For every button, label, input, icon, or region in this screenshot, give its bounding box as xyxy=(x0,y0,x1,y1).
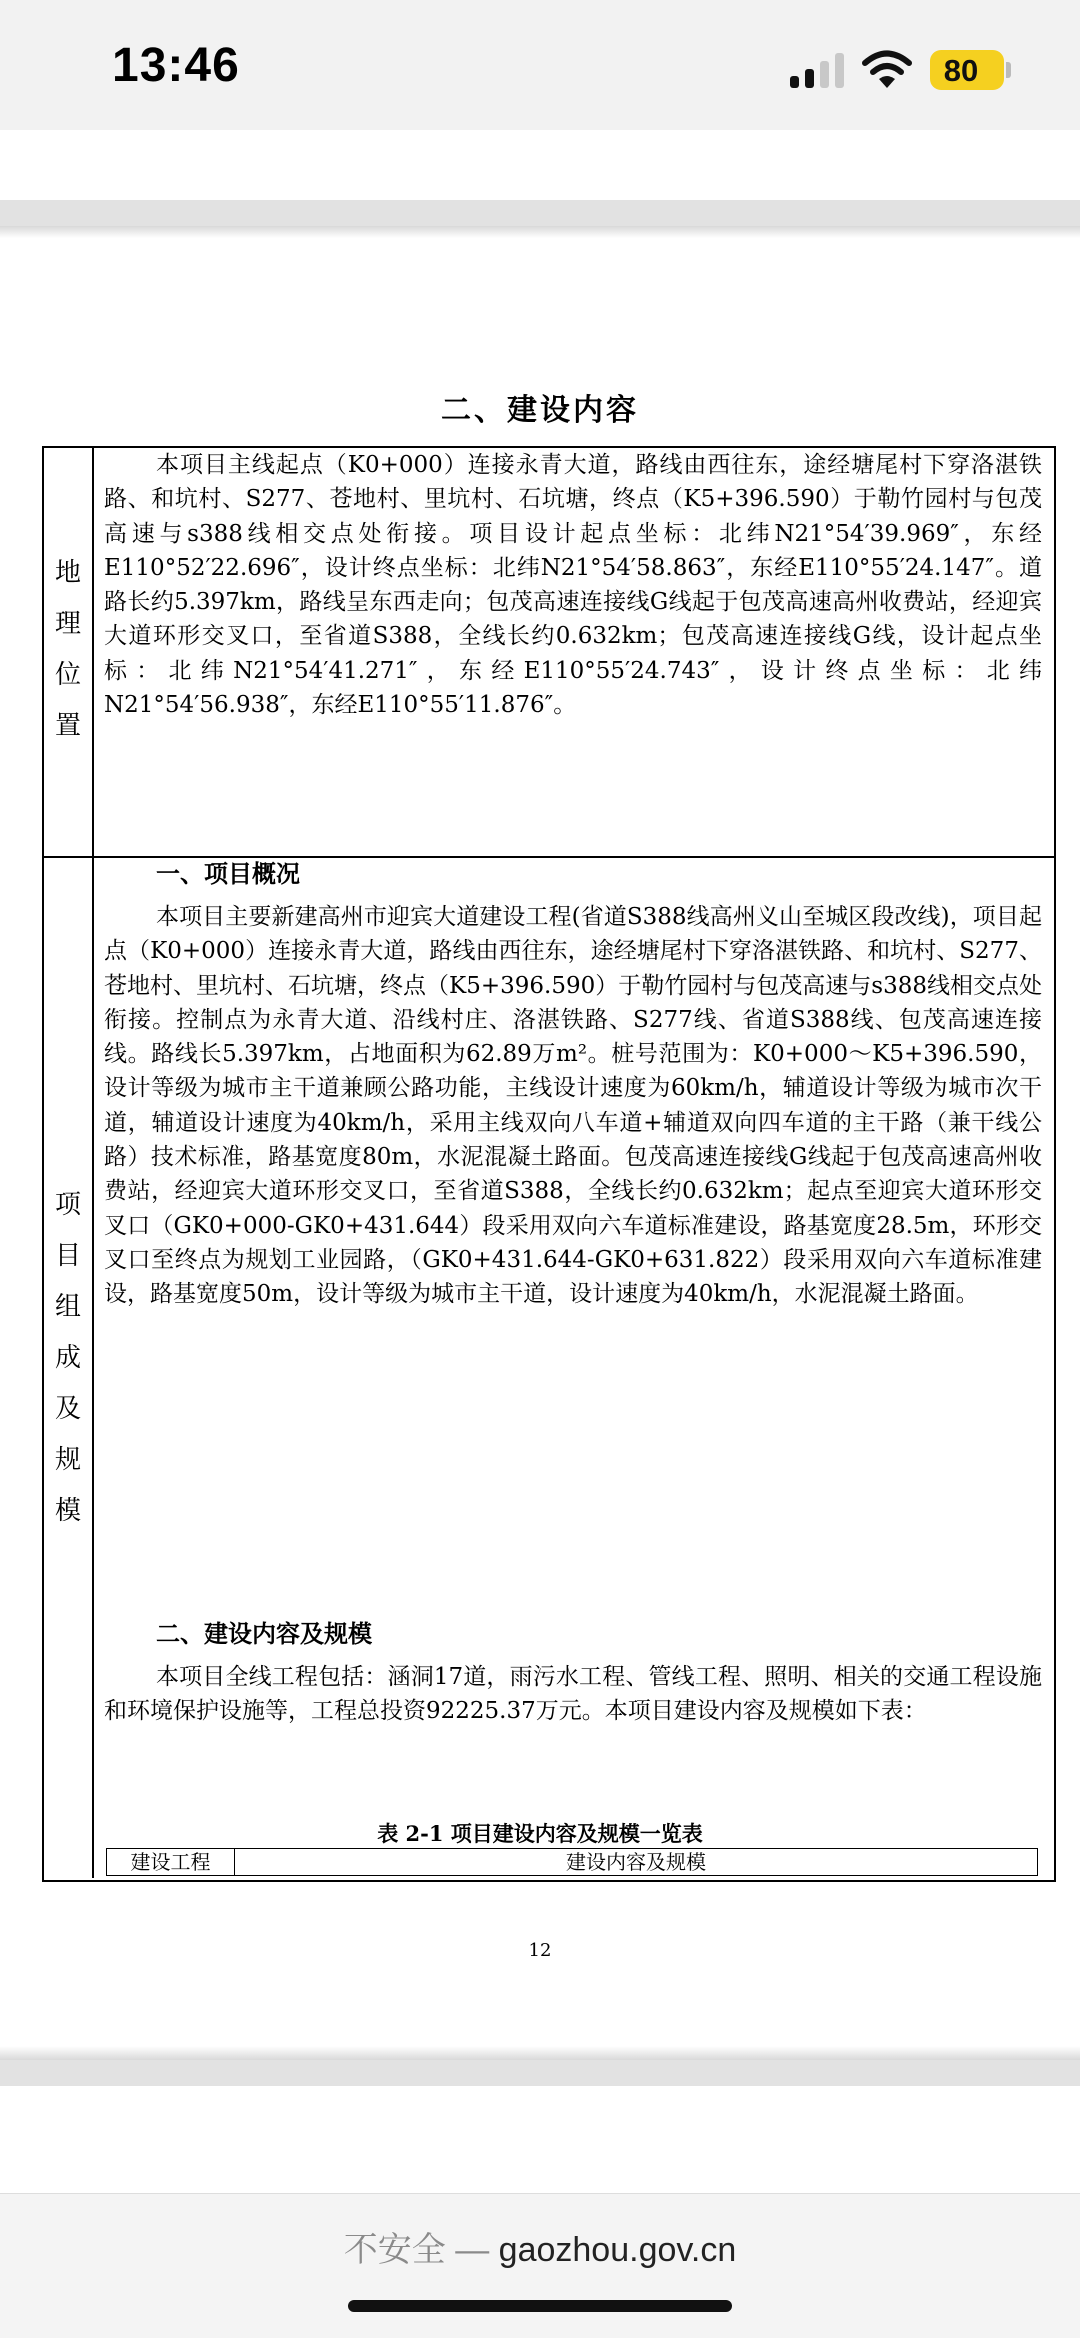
section-title: 二、建设内容 xyxy=(441,393,639,428)
heading-overview: 一、项目概况 xyxy=(156,859,300,888)
page-number: 12 xyxy=(528,1940,552,1961)
url-domain: gaozhou.gov.cn xyxy=(498,2231,737,2269)
row-label-char: 成 xyxy=(54,1343,81,1373)
status-bar xyxy=(0,0,1080,130)
cellular-signal-icon xyxy=(790,52,846,88)
row-label-char: 模 xyxy=(54,1496,81,1526)
address-bar[interactable] xyxy=(0,2222,1080,2271)
scope-paragraph: 本项目全线工程包括：涵洞17道，雨污水工程、管线工程、照明、相关的交通工程设施和环境保护设施等，工程总投资92225.37万元。本项目建设内容及规模如下表： xyxy=(104,1664,1042,1725)
page-gap-top xyxy=(0,200,1080,226)
wifi-icon xyxy=(862,48,912,90)
heading-scope: 二、建设内容及规模 xyxy=(156,1619,372,1648)
row-label-char: 理 xyxy=(54,609,81,639)
row-label-char: 位 xyxy=(54,660,81,690)
row-label-char: 组 xyxy=(54,1292,81,1322)
insecure-label: 不安全 — xyxy=(343,2231,490,2269)
table-header-cell: 建设内容及规模 xyxy=(566,1850,706,1874)
row-label-char: 及 xyxy=(54,1394,81,1424)
row-label-location xyxy=(44,548,92,752)
battery-icon xyxy=(930,50,1004,90)
table-header-row xyxy=(106,1848,1038,1876)
status-time: 13:46 xyxy=(112,39,240,92)
row-label-char: 规 xyxy=(54,1445,81,1475)
location-paragraph: 本项目主线起点（K0+000）连接永青大道，路线由西往东，途经塘尾村下穿洛湛铁路、和坑村、S277、苍地村、里坑村、石坑塘，终点（K5+396.590）于勒竹园村与包茂高速与s388线相交点处衔接。项目设计起点坐标：北纬N21°54′39.969″，东经E110°52′22.696″，设计终点坐标：北纬N21°54′58.863″，东经E110°55′24.147″。道路长约5.397km，路线呈东西走向；包茂高速连接线G线起于包茂高速高州收费站，经迎宾大道环形交叉口，至省道S388，全线长约0.632km；包茂高速连接线G线，设计起点坐标：北纬N21°54′41.271″，东经E110°55′24.743″，设计终点坐标：北纬N21°54′56.938″，东经E110°55′11.876″。 xyxy=(104,452,1042,719)
row-label-char: 目 xyxy=(54,1241,81,1271)
row-label-char: 置 xyxy=(54,711,81,741)
row-label-char: 项 xyxy=(54,1190,81,1220)
page-shadow-top xyxy=(0,226,1080,238)
battery-level: 80 xyxy=(943,53,979,88)
overview-paragraph: 本项目主要新建高州市迎宾大道建设工程(省道S388线高州义山至城区段改线)，项目起点（K0+000）连接永青大道，路线由西往东，途经塘尾村下穿洛湛铁路、和坑村、S277、苍地村、里坑村、石坑塘，终点（K5+396.590）于勒竹园村与包茂高速与s388线相交点处衔接。控制点为永青大道、沿线村庄、洛湛铁路、S277线、省道S388线、包茂高速连接线。路线长5.397km，占地面积为62.89万m²。桩号范围为：K0+000～K5+396.590，设计等级为城市主干道兼顾公路功能，主线设计速度为60km/h，辅道设计等级为城市次干道，辅道设计速度为40km/h，采用主线双向八车道+辅道双向四车道的主干路（兼干线公路）技术标准，路基宽度80m，水泥混凝土路面。包茂高速连接线G线起于包茂高速高州收费站，经迎宾大道环形交叉口，至省道S388，全线长约0.632km；起点至迎宾大道环形交叉口（GK0+000-GK0+431.644）段采用双向六车道标准建设，路基宽度28.5m，环形交叉口至终点为规划工业园路，（GK0+431.644-GK0+631.822）段采用双向六车道标准建设，路基宽度50m，设计等级为城市主干道，设计速度为40km/h，水泥混凝土路面。 xyxy=(104,904,1042,1308)
battery-tip xyxy=(1006,62,1011,78)
row-label-composition xyxy=(44,1180,92,1537)
table-divider-vertical xyxy=(92,446,94,1878)
table-caption: 表 2-1 项目建设内容及规模一览表 xyxy=(377,1821,703,1846)
home-indicator[interactable] xyxy=(348,2300,732,2312)
table-header-cell: 建设工程 xyxy=(107,1849,235,1875)
page-gap-bottom xyxy=(0,2060,1080,2086)
row-label-char: 地 xyxy=(54,558,81,588)
page-shadow-bottom xyxy=(0,2046,1080,2060)
